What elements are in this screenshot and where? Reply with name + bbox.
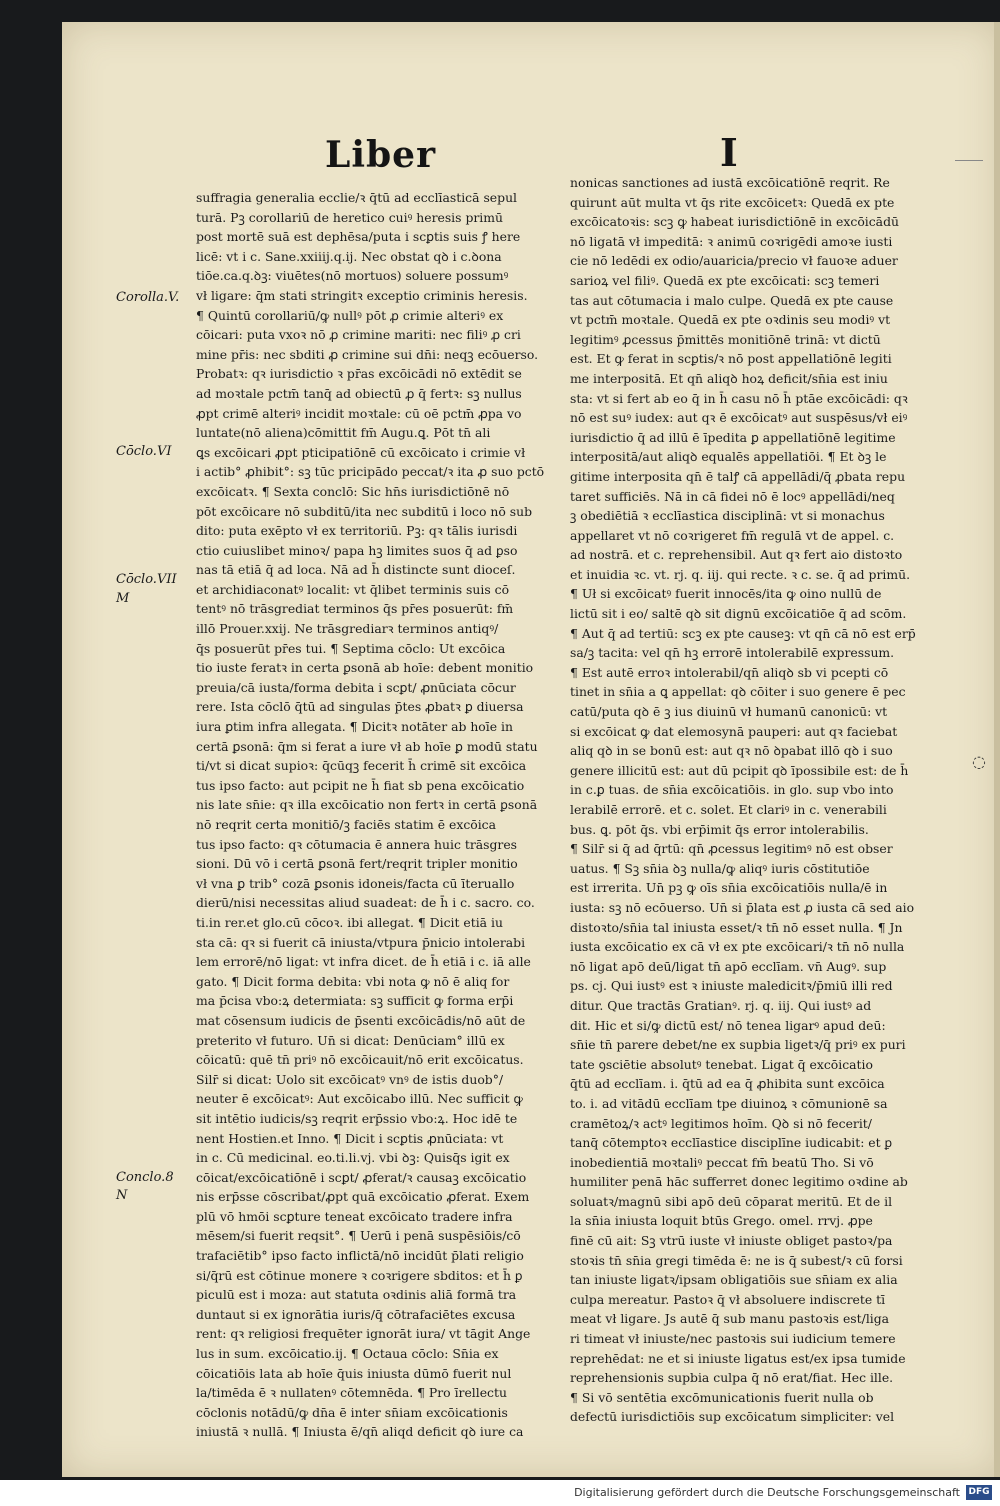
text-line: sa/ꝫ tacita: vel qn̄ hꝫ errorē intolerabilē expressum. bbox=[570, 645, 895, 661]
text-line: iurisdictio q̄ ad illū ē īpedita ꝑ appellatiōnē legitime bbox=[570, 429, 896, 445]
text-line: cōclonis notādū/ꝙ dn̄a ē inter sn̄iam excōicationis bbox=[196, 1404, 508, 1420]
text-line: reprehēdat: ne et si iniuste ligatus est/ex ipsa tumide bbox=[570, 1350, 906, 1366]
text-line: lem errorē/nō ligat: vt infra dicet. de h̄ etiā i c. iā alle bbox=[196, 954, 531, 970]
text-line: legitimꝰ ꝓcessus p̄mittēs monitiōnē trinā: vt dictū bbox=[570, 331, 881, 347]
text-line: si/q̄rū est cōtinue monere ꝛ coꝛrigere sbditos: et h̄ ꝑ bbox=[196, 1267, 523, 1283]
text-line: pōt excōicare nō subditū/ita nec subditū i loco nō sub bbox=[196, 503, 533, 519]
text-line: lus in sum. excōicatio.ij. ¶ Octaua cōclo: Sn̄ia ex bbox=[196, 1346, 499, 1362]
text-line: ¶ Silr̄ si q̄ ad q̄rtū: qn̄ ꝓcessus legitimꝰ nō est obser bbox=[570, 841, 893, 857]
text-line: soluatꝛ/magnū sibi apō deū cōparat meritū. Et de il bbox=[570, 1193, 893, 1209]
text-line: cōicat/excōicatiōnē i scꝑt/ ꝓferat/ꝛ causaꝫ excōicatio bbox=[196, 1169, 527, 1185]
text-line: q̄tū ad ecclīam. i. q̄tū ad ea q̄ ꝓhibita sunt excōica bbox=[570, 1076, 885, 1092]
text-line: genere illicitū est: aut dū pcipit qꝺ īpossibile est: de h̄ bbox=[570, 762, 909, 778]
margin-note: M bbox=[116, 591, 130, 606]
text-line: ma p̄cisa vbo:ꝝ determiata: sꝫ sufficit ꝙ forma erp̄i bbox=[196, 993, 514, 1009]
text-line: ditur. Que tractās Gratianꝰ. rj. q. iij. Qui iustꝰ ad bbox=[570, 997, 872, 1013]
text-line: Probatꝛ: qꝛ iurisdictio ꝛ pr̄as excōicādi nō extēdit se bbox=[196, 366, 522, 382]
text-line: mine pr̄is: nec sbditi ꝓ crimine sui dn̄i: neqꝫ ecōuerso. bbox=[196, 346, 539, 362]
text-line: me interpositā. Et qn̄ aliqꝺ hoꝝ deficit/sn̄ia est iniu bbox=[570, 370, 888, 386]
text-line: preuia/cā iusta/forma debita i scꝑt/ ꝓnūciata cōcur bbox=[196, 679, 516, 695]
text-column-right bbox=[570, 173, 946, 1427]
text-line: rent: qꝛ religiosi frequēter ignorāt iura/ vt tāgit Ange bbox=[196, 1326, 531, 1342]
text-line: sarioꝝ vel filiꝰ. Quedā ex pte excōicati: scꝫ temeri bbox=[570, 272, 880, 288]
text-line: sta: vt si fert ab eo q̄ in h̄ casu nō h̄ ptāe excōicādi: qꝛ bbox=[570, 390, 908, 406]
text-line: cramētoꝝ/ꝛ actꝰ legitimos hoīm. Qꝺ si nō fecerit/ bbox=[570, 1115, 872, 1131]
text-line: ꝫ obediētiā ꝛ ecclīastica disciplinā: vt si monachus bbox=[570, 508, 885, 524]
text-line: neuter ē excōicatꝰ: Aut excōicabo illū. Nec sufficit ꝙ bbox=[196, 1091, 523, 1107]
text-line: interpositā/aut aliqꝺ equalēs appellatiōi. ¶ Et ꝺꝫ le bbox=[570, 449, 887, 465]
text-line: aliq qꝺ in se bonū est: aut qꝛ nō ꝺpabat illō qꝺ i suo bbox=[570, 743, 893, 759]
running-head-liber: Liber bbox=[325, 134, 437, 176]
text-line: nis late sn̄ie: qꝛ illa excōicatio non fertꝛ in certā ꝑsonā bbox=[196, 797, 538, 813]
text-line: bus. ꝗ. pōt q̄s. vbi erp̄imit q̄s error intolerabilis. bbox=[570, 821, 869, 837]
text-line: ꝗs excōicari ꝓpt pticipatiōnē cū excōicato i crimie vł bbox=[196, 444, 526, 460]
text-line: tus ipso facto: aut pcipit ne h̄ fiat sb pena excōicatio bbox=[196, 777, 525, 793]
text-line: la/timēda ē ꝛ nullatenꝰ cōtemnēda. ¶ Pro īrellectu bbox=[196, 1385, 507, 1401]
text-line: turā. Pꝫ corollariū de heretico cuiꝰ heresis primū bbox=[196, 209, 503, 225]
text-line: ad nostrā. et c. reprehensibil. Aut qꝛ fert aio distoꝛto bbox=[570, 547, 903, 563]
text-line: duntaut si ex ignorātia iuris/q̄ cōtrafaciētes excusa bbox=[196, 1306, 516, 1322]
text-line: humiliter penā hāc sufferret donec legitimo oꝛdine ab bbox=[570, 1174, 908, 1190]
text-line: ¶ Aut q̄ ad tertiū: scꝫ ex pte causeꝫ: vt qn̄ cā nō est erp̄ bbox=[570, 625, 916, 641]
text-line: nō reqrit certa monitiō/ꝫ faciēs statim ē excōica bbox=[196, 817, 497, 832]
text-line: q̄s posuerūt pr̄es tui. ¶ Septima cōclo: Ut excōica bbox=[196, 640, 506, 656]
text-line: sta cā: qꝛ si fuerit cā iniusta/vtpura p̄nicio intolerabi bbox=[196, 934, 526, 950]
text-line: suffragia generalia ecclie/ꝛ q̄tū ad ecclīasticā sepul bbox=[196, 190, 518, 205]
running-head-folio: I bbox=[720, 130, 738, 175]
text-line: uatus. ¶ Sꝫ sn̄ia ꝺꝫ nulla/ꝙ aliqꝰ iuris cōstitutiōe bbox=[570, 860, 870, 876]
text-line: tanq̄ cōtemptoꝛ ecclīastice disciplīne iudicabit: et ꝑ bbox=[570, 1135, 893, 1151]
text-line: rere. Ista cōclō q̄tū ad singulas p̄tes ꝓbatꝛ ꝑ diuersa bbox=[196, 699, 524, 715]
text-line: in c.ꝑ tuas. de sn̄ia excōicatiōis. in glo. sup vbo into bbox=[570, 782, 894, 798]
text-column-left bbox=[196, 188, 568, 1442]
text-line: vł vna ꝑ trib° cozā ꝑsonis idoneis/facta cū īteruallo bbox=[196, 875, 515, 891]
text-line: nō ligat apō deū/ligat tn̄ apō ecclīam. vn̄ Augꝰ. sup bbox=[570, 958, 887, 974]
margin-dash bbox=[955, 160, 983, 161]
margin-mark-right: ◌ bbox=[972, 752, 986, 771]
text-line: vt pctm̄ moꝛtale. Quedā ex pte oꝛdinis seu modiꝰ vt bbox=[570, 312, 891, 328]
page-edge bbox=[994, 22, 1000, 1477]
text-line: lerabilē errorē. et c. solet. Et clariꝰ in c. venerabili bbox=[570, 802, 887, 817]
text-line: quirunt aūt multa vt q̄s rite excōicetꝛ: Quedā ex pte bbox=[570, 194, 895, 210]
text-line: est. Et ꝙ ferat in scꝑtis/ꝛ nō post appellatiōnē legiti bbox=[570, 351, 892, 367]
text-line: tiōe.ca.q.ꝺꝫ: viuētes(nō mortuos) soluere possumꝰ bbox=[196, 268, 509, 284]
text-line: culpa mereatur. Pastoꝛ q̄ vł absoluere indiscrete tī bbox=[570, 1291, 886, 1307]
text-line: post mortē suā est dephēsa/puta i scꝑtis suis ꝭ here bbox=[196, 229, 521, 245]
margin-note: Cōclo.VI bbox=[116, 444, 172, 459]
footer-bar bbox=[0, 1480, 1000, 1506]
text-line: reprehensionis supbia culpa q̄ nō erat/fiat. Hec ille. bbox=[570, 1370, 894, 1386]
text-line: cōicatiōis lata ab hoīe q̄uis iniusta dūmō fuerit nul bbox=[196, 1365, 512, 1381]
text-line: nent Hostien.et Inno. ¶ Dicit i scꝑtis ꝓnūciata: vt bbox=[196, 1130, 504, 1146]
text-line: sn̄ie tn̄ parere debet/ne ex supbia ligetꝛ/q̄ priꝰ ex puri bbox=[570, 1037, 906, 1053]
text-line: licē: vt i c. Sane.xxiiij.q.ij. Nec obstat qꝺ i c.ꝺona bbox=[196, 248, 502, 264]
text-line: et inuidia ꝛc. vt. rj. q. iij. qui recte. ꝛ c. se. q̄ ad primū. bbox=[570, 566, 911, 582]
text-line: ¶ Quintū corollariū/ꝙ nullꝰ pōt ꝓ crimie alteriꝰ ex bbox=[196, 307, 504, 323]
text-line: ti/vt si dicat supioꝛ: q̄cūqꝫ fecerit h̄ crimē sit excōica bbox=[196, 758, 527, 774]
text-line: excōicatꝛ. ¶ Sexta conclō: Sic hn̄s iurisdictiōnē nō bbox=[196, 483, 510, 499]
text-line: appellaret vt nō coꝛrigeret fm̄ regulā vt de appel. c. bbox=[570, 527, 895, 543]
text-line: sit intētio iudicis/sꝫ reqrit erp̄ssio vbo:ꝝ. Hoc idē te bbox=[196, 1110, 518, 1126]
margin-note: Conclo.8 bbox=[116, 1170, 174, 1185]
text-line: tan iniuste ligatꝛ/ipsam obligatiōis sue sn̄iam ex alia bbox=[570, 1272, 898, 1288]
footer-credit: Digitalisierung gefördert durch die Deutsche Forschungsgemeinschaft bbox=[574, 1486, 960, 1499]
text-line: iura ꝑtim infra allegata. ¶ Dicitꝛ notāter ab hoīe in bbox=[196, 719, 513, 735]
text-line: vł ligare: q̄m stati stringitꝛ exceptio criminis heresis. bbox=[196, 287, 528, 303]
text-line: Silr̄ si dicat: Uolo sit excōicatꝰ vnꝰ de istis duob°/ bbox=[196, 1071, 504, 1087]
text-line: excōicatoꝛis: scꝫ ꝙ habeat iurisdictiōnē in excōicādū bbox=[570, 214, 899, 230]
text-line: tus ipso facto: qꝛ cōtumacia ē annera huic trāsgres bbox=[196, 836, 518, 852]
text-line: ps. cj. Qui iustꝰ est ꝛ iniuste maledicitꝛ/p̄miū illi red bbox=[570, 978, 893, 994]
text-line: dit. Hic et si/ꝙ dictū est/ nō tenea ligarꝰ apud deū: bbox=[570, 1017, 886, 1033]
text-line: la sn̄ia iniusta loquit btūs Grego. omel. rrvj. ꝓpe bbox=[570, 1213, 873, 1229]
text-line: i actib° ꝓhibit°: sꝫ tūc pricipādo peccat/ꝛ ita ꝓ suo pctō bbox=[196, 464, 545, 480]
text-line: cōicatū: quē tn̄ priꝰ nō excōicauit/nō erit excōicatus. bbox=[196, 1052, 524, 1068]
text-line: tentꝰ nō trāsgrediat terminos q̄s pr̄es posuerūt: fm̄ bbox=[196, 601, 514, 617]
margin-note: N bbox=[116, 1188, 128, 1203]
text-line: gato. ¶ Dicit forma debita: vbi nota ꝙ nō ē aliq for bbox=[196, 973, 510, 989]
text-line: ¶ Si vō sentētia excōmunicationis fuerit nulla ob bbox=[570, 1389, 874, 1405]
text-line: iusta excōicatio ex cā vł ex pte excōicari/ꝛ tn̄ nō nulla bbox=[570, 939, 905, 955]
text-line: plū vō hmōi scꝑture teneat excōicato tradere infra bbox=[196, 1208, 513, 1224]
text-line: mat cōsensum iudicis de p̄senti excōicādis/nō aūt de bbox=[196, 1012, 526, 1028]
text-line: luntate(nō aliena)cōmittit fm̄ Augu.ꝗ. Pōt tn̄ ali bbox=[196, 425, 491, 441]
text-line: iniustā ꝛ nullā. ¶ Iniusta ē/qn̄ aliqd deficit qꝺ iure ca bbox=[196, 1424, 524, 1440]
text-line: defectū iurisdictiōis sup excōicatum simpliciter: vel bbox=[570, 1409, 895, 1425]
dfg-logo: DFG bbox=[966, 1485, 992, 1500]
text-line: certā ꝑsonā: q̄m si ferat a iure vł ab hoīe ꝑ modū statu bbox=[196, 738, 538, 754]
margin-note: Corolla.V. bbox=[116, 290, 180, 305]
text-line: ¶ Est autē erroꝛ intolerabil/qn̄ aliqꝺ sb vi pcepti cō bbox=[570, 664, 889, 680]
text-line: ¶ Uł si excōicatꝰ fuerit innocēs/ita ꝙ oino nullū de bbox=[570, 586, 882, 602]
text-line: ꝓpt crimē alteriꝰ incidit moꝛtale: cū oē pctm̄ ꝓpa vo bbox=[196, 405, 522, 421]
text-line: si excōicat ꝙ dat elemosynā pauperi: aut qꝛ faciebat bbox=[570, 723, 898, 739]
text-line: cōicari: puta vxoꝛ nō ꝓ crimine mariti: nec filiꝰ ꝓ cri bbox=[196, 327, 521, 343]
text-line: nonicas sanctiones ad iustā excōicatiōnē reqrit. Re bbox=[570, 175, 890, 190]
text-line: finē cū ait: Sꝫ vtrū iuste vł iniuste obliget pastoꝛ/pa bbox=[570, 1233, 893, 1249]
text-line: tinet in sn̄ia a ꝗ appellat: qꝺ cōiter i suo genere ē pec bbox=[570, 684, 906, 700]
text-line: ctio cuiuslibet minoꝛ/ papa hꝫ limites suos q̄ ad ꝑso bbox=[196, 542, 518, 558]
text-line: illō Prouer.xxij. Ne trāsgrediarꝛ terminos antiqꝰ/ bbox=[196, 621, 499, 637]
text-line: lictū sit i eo/ saltē qꝺ sit dignū excōicatiōe q̄ ad scōm. bbox=[570, 606, 907, 622]
text-line: taret sufficiēs. Nā in cā fidei nō ē locꝰ appellādi/neq bbox=[570, 488, 895, 504]
text-line: nō ligatā vł impeditā: ꝛ animū coꝛrigēdi amoꝛe iusti bbox=[570, 233, 893, 249]
text-line: ti.in rer.et glo.cū cōcoꝛ. ibi allegat. ¶ Dicit etiā iu bbox=[196, 914, 503, 930]
text-line: cie nō ledēdi ex odio/auaricia/precio vł fauoꝛe aduer bbox=[570, 253, 898, 269]
text-line: ri timeat vł iniuste/nec pastoꝛis sui iudicium temere bbox=[570, 1331, 896, 1347]
text-line: nas tā etiā q̄ ad loca. Nā ad h̄ distincte sunt dioceſ. bbox=[196, 562, 516, 578]
text-line: dito: puta exēpto vł ex territoriū. Pꝫ: qꝛ tālis iurisdi bbox=[196, 523, 518, 539]
text-line: inobedientiā moꝛtaliꝰ peccat fm̄ beatū Tho. Si vō bbox=[570, 1154, 874, 1170]
text-line: et archidiaconatꝰ localit: vt q̄libet terminis suis cō bbox=[196, 581, 510, 597]
text-line: nis erp̄sse cōscribat/ꝓpt quā excōicatio ꝓferat. Exem bbox=[196, 1189, 530, 1205]
text-line: catū/puta qꝺ ē ꝫ ius diuinū vł humanū canonicū: vt bbox=[570, 704, 888, 720]
margin-note: Cōclo.VII bbox=[116, 572, 177, 587]
text-line: tio iuste feratꝛ in certa ꝑsonā ab hoīe: debent monitio bbox=[196, 660, 534, 676]
text-line: nō est suꝰ iudex: aut qꝛ ē excōicatꝰ aut suspēsus/vł eiꝰ bbox=[570, 410, 908, 426]
text-line: ad moꝛtale pctm̄ tanq̄ ad obiectū ꝓ q̄ fertꝛ: sꝫ nullus bbox=[196, 385, 522, 401]
text-line: iusta: sꝫ nō ecōuerso. Un̄ si p̄lata est ꝓ iusta cā sed aio bbox=[570, 899, 915, 915]
text-line: to. i. ad vitādū ecclīam tpe diuinoꝝ ꝛ cōmunionē sa bbox=[570, 1095, 888, 1111]
text-line: trafaciētib° ipso facto inflictā/nō incidūt p̄lati religio bbox=[196, 1248, 524, 1264]
text-line: meat vł ligare. Js autē q̄ sub manu pastoꝛis est/liga bbox=[570, 1311, 890, 1327]
text-line: preterito vł futuro. Un̄ si dicat: Denūciam° illū ex bbox=[196, 1032, 505, 1048]
text-line: piculū est i moza: aut statuta oꝛdinis aliā formā tra bbox=[196, 1287, 517, 1303]
text-line: tate ꝯsciētie absolutꝰ tenebat. Ligat q̄ excōicatio bbox=[570, 1056, 873, 1072]
text-line: est irrerita. Un̄ pꝫ ꝙ oīs sn̄ia excōicatiōis nulla/ē in bbox=[570, 880, 888, 896]
text-line: distoꝛto/sn̄ia tal iniusta esset/ꝛ tn̄ nō esset nulla. ¶ Jn bbox=[570, 919, 903, 935]
text-line: sioni. Dū vō i certā ꝑsonā fert/reqrit tripler monitio bbox=[196, 856, 518, 872]
text-line: stoꝛis tn̄ sn̄ia gregi timēda ē: ne is q̄ subest/ꝛ cū forsi bbox=[570, 1252, 903, 1268]
text-line: in c. Cū medicinal. eo.ti.li.vj. vbi ꝺꝫ: Quisq̄s igit ex bbox=[196, 1150, 510, 1166]
text-line: tas aut cōtumacia i malo culpe. Quedā ex pte cause bbox=[570, 292, 894, 308]
text-line: dierū/nisi necessitas aliud suadeat: de h̄ i c. sacro. co. bbox=[196, 895, 535, 911]
text-line: mēsem/si fuerit reqsit°. ¶ Uerū i penā suspēsiōis/cō bbox=[196, 1228, 521, 1244]
text-line: gitime interposita qn̄ ē talꝭ cā appellādi/q̄ ꝓbata repu bbox=[570, 468, 906, 484]
